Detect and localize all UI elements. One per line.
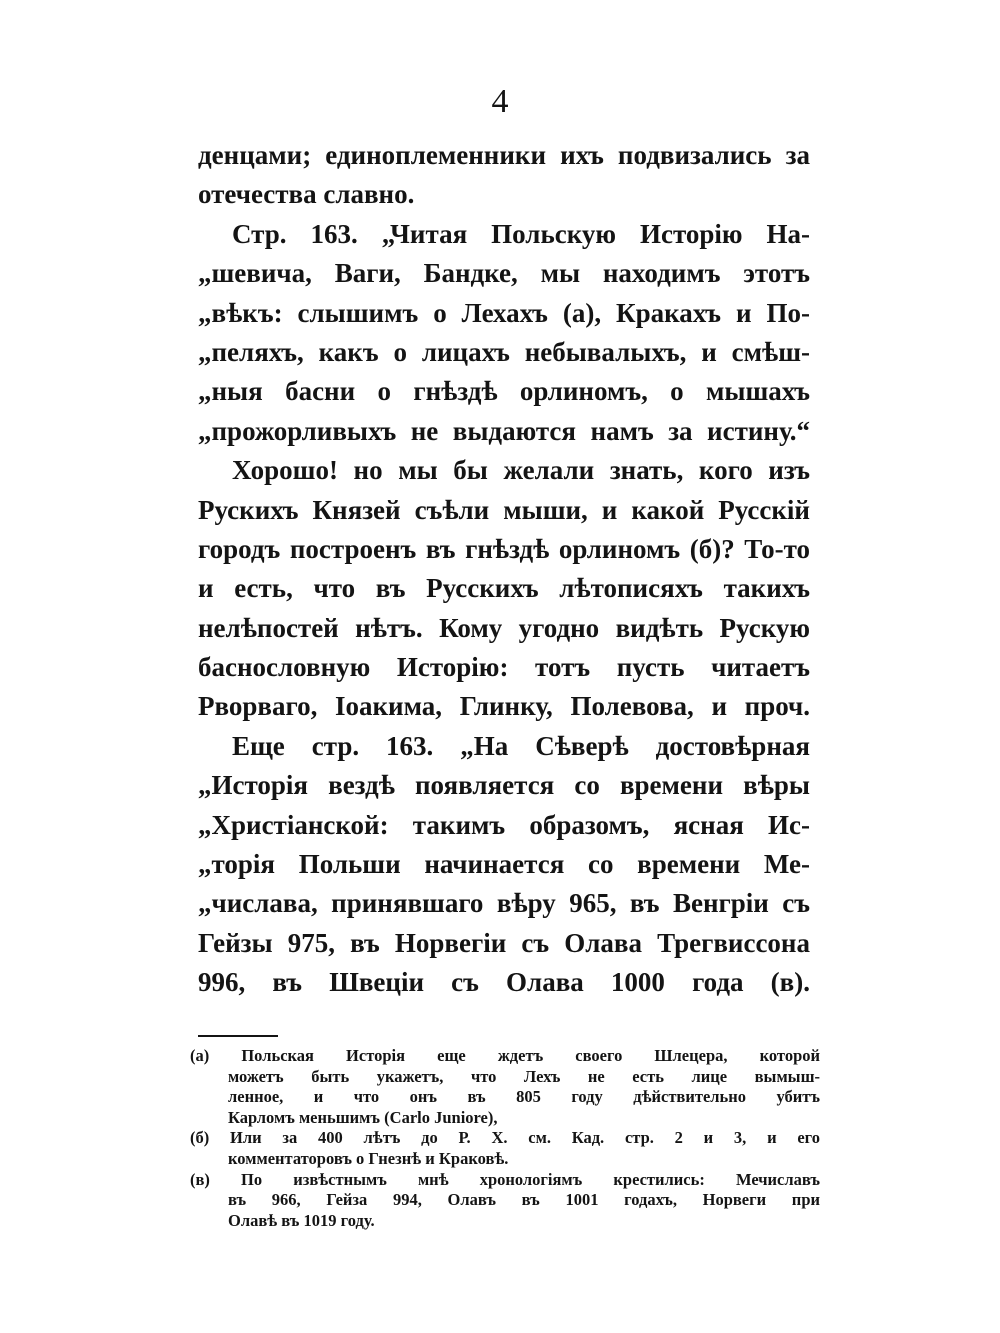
footnote-line: (в) По извѣстнымъ мнѣ хронологіямъ крестились: Мечиславъ <box>190 1169 820 1189</box>
text-line: Рускихъ Князей съѣли мыши, и какой Русскій <box>198 494 810 525</box>
footnote-line: можетъ быть укажетъ, что Лехъ не есть лице вымыш- <box>228 1066 820 1086</box>
text-line: „Христіанской: такимъ образомъ, ясная Ис- <box>198 809 810 840</box>
text-line: „торія Польши начинается со времени Ме- <box>198 849 810 880</box>
footnote-line: (б) Или за 400 лѣтъ до Р. Х. см. Кад. стр. 2 и 3, и его <box>190 1128 820 1148</box>
footnote-line: въ 966, Гейза 994, Олавъ въ 1001 годахъ, Норвеги при <box>228 1190 820 1210</box>
page-number: 4 <box>491 83 509 120</box>
text-line: баснословную Исторію: тотъ пусть читаетъ <box>198 652 810 683</box>
text-line: Стр. 163. „Читая Польскую Исторію На- <box>232 218 810 249</box>
text-line: „пеляхъ, какъ о лицахъ небывалыхъ, и смѣш- <box>198 336 810 367</box>
text-line: „вѣкъ: слышимъ о Лехахъ (а), Кракахъ и По- <box>198 297 810 328</box>
text-line: „числава, принявшаго вѣру 965, въ Венгріи съ <box>198 888 810 919</box>
footnote-separator <box>198 1035 278 1037</box>
footnote-b <box>190 1128 820 1169</box>
text-line: Еще стр. 163. „На Сѣверѣ достовѣрная <box>232 730 810 761</box>
text-line: денцами; единоплеменники ихъ подвизались за <box>198 140 810 170</box>
text-line: нелѣпостей нѣтъ. Кому угодно видѣть Рускую <box>198 612 810 643</box>
main-text <box>198 136 810 1003</box>
text-line: „шевича, Ваги, Бандке, мы находимъ этотъ <box>198 258 810 289</box>
text-line: 996, въ Швеціи съ Олава 1000 года (в). <box>198 967 810 998</box>
text-line: и есть, что въ Русскихъ лѣтописяхъ такихъ <box>198 573 810 604</box>
footnote-line: (а) Польская Исторія еще ждетъ своего Шлецера, которой <box>190 1046 820 1065</box>
text-line: „прожорливыхъ не выдаются намъ за истину.“ <box>198 415 810 446</box>
text-line: Рворваго, Іоакима, Глинку, Полевова, и проч. <box>198 691 810 722</box>
footnote-line: Карломъ меньшимъ (Carlo Juniore), <box>228 1107 498 1127</box>
footnote-v <box>190 1170 820 1232</box>
text-line: городъ построенъ въ гнѣздѣ орлиномъ (б)? То-то <box>198 533 810 564</box>
footnote-line: комментаторовъ о Гнезнѣ и Краковѣ. <box>228 1148 509 1168</box>
footnote-line: Олавѣ въ 1019 году. <box>228 1210 375 1230</box>
text-line: „ныя басни о гнѣздѣ орлиномъ, о мышахъ <box>198 376 810 407</box>
text-line: отечества славно. <box>198 179 415 210</box>
footnote-a <box>190 1046 820 1128</box>
text-line: Гейзы 975, въ Норвегіи съ Олава Трегвиссона <box>198 927 810 958</box>
footnotes <box>190 1046 820 1231</box>
footnote-line: ленное, и что онъ въ 805 году дѣйствительно убитъ <box>228 1087 820 1107</box>
text-line: „Исторія вездѣ появляется со времени вѣры <box>198 770 810 801</box>
text-line: Хорошо! но мы бы желали знать, кого изъ <box>232 455 810 486</box>
